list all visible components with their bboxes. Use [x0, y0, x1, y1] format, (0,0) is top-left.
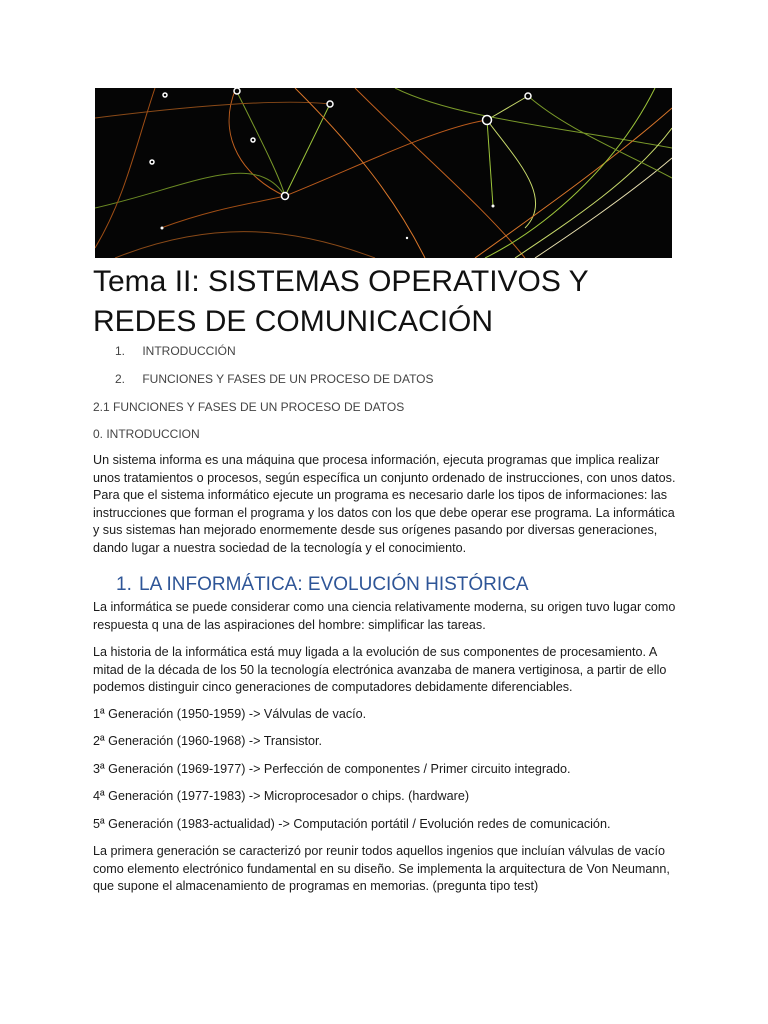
paragraph-first-generation: La primera generación se caracterizó por reunir todos aquellos ingenios que incluían válvulas de vacío como elemento electrónico fundamental en su diseño. Se implementa la arquitectura de Von Neumann, que supone el almacenamiento de programas en memorias. (pregunta tipo test) — [93, 844, 670, 894]
subheading-funciones: 2.1 FUNCIONES Y FASES DE UN PROCESO DE DATOS — [93, 400, 405, 414]
table-of-contents — [115, 342, 434, 397]
toc-item-label: FUNCIONES Y FASES DE UN PROCESO DE DATOS — [142, 371, 434, 386]
paragraph-history: La historia de la informática está muy ligada a la evolución de sus componentes de procesamiento. A mitad de la década de los 50 la tecnología electrónica avanzaba de manera vertiginosa, a partir de ello podemos distinguir cinco generaciones de computadores debidamente diferenciables. — [93, 645, 667, 695]
header-network-image — [95, 88, 672, 258]
intro-paragraph: Un sistema informa es una máquina que procesa información, ejecuta programas que implica realizar unos tratamientos o procesos, según específica un conjunto ordenado de instrucciones, con unos datos. Para que el sistema informático ejecute un programa es necesario darle los tipos de informaciones: las instrucciones que forman el programa y los datos con los que debe operar ese programa. La informática y sus sistemas han mejorado enormemente desde sus orígenes pasando por diversas generaciones, dando lugar a nuestra sociedad de la tecnología y el conocimiento. — [93, 453, 676, 555]
paragraph-origin: La informática se puede considerar como una ciencia relativamente moderna, su origen tuvo lugar como respuesta q una de las aspiraciones del hombre: simplificar las tareas. — [93, 600, 676, 632]
generation-item: 1ª Generación (1950-1959) -> Válvulas de vacío. — [93, 707, 367, 721]
toc-item-number: 1. — [115, 344, 126, 358]
section-number: 1. — [116, 574, 132, 595]
generation-item: 5ª Generación (1983-actualidad) -> Computación portátil / Evolución redes de comunicación. — [93, 817, 611, 831]
section-title: LA INFORMÁTICA: EVOLUCIÓN HISTÓRICA — [139, 574, 529, 595]
subheading-introduccion: 0. INTRODUCCION — [93, 427, 200, 441]
toc-item-label: INTRODUCCIÓN — [142, 344, 236, 358]
generation-item: 4ª Generación (1977-1983) -> Microprocesador o chips. (hardware) — [93, 789, 470, 803]
generation-item: 2ª Generación (1960-1968) -> Transistor. — [93, 734, 323, 748]
toc-item-number: 2. — [115, 371, 126, 386]
page-title: Tema II: SISTEMAS OPERATIVOS Y REDES DE COMUNICACIÓN — [93, 265, 589, 338]
generation-item: 3ª Generación (1969-1977) -> Perfección de componentes / Primer circuito integrado. — [93, 762, 571, 776]
network-illustration — [95, 88, 672, 258]
section-heading — [116, 572, 529, 598]
toc-item — [115, 342, 434, 370]
toc-item — [115, 370, 434, 398]
